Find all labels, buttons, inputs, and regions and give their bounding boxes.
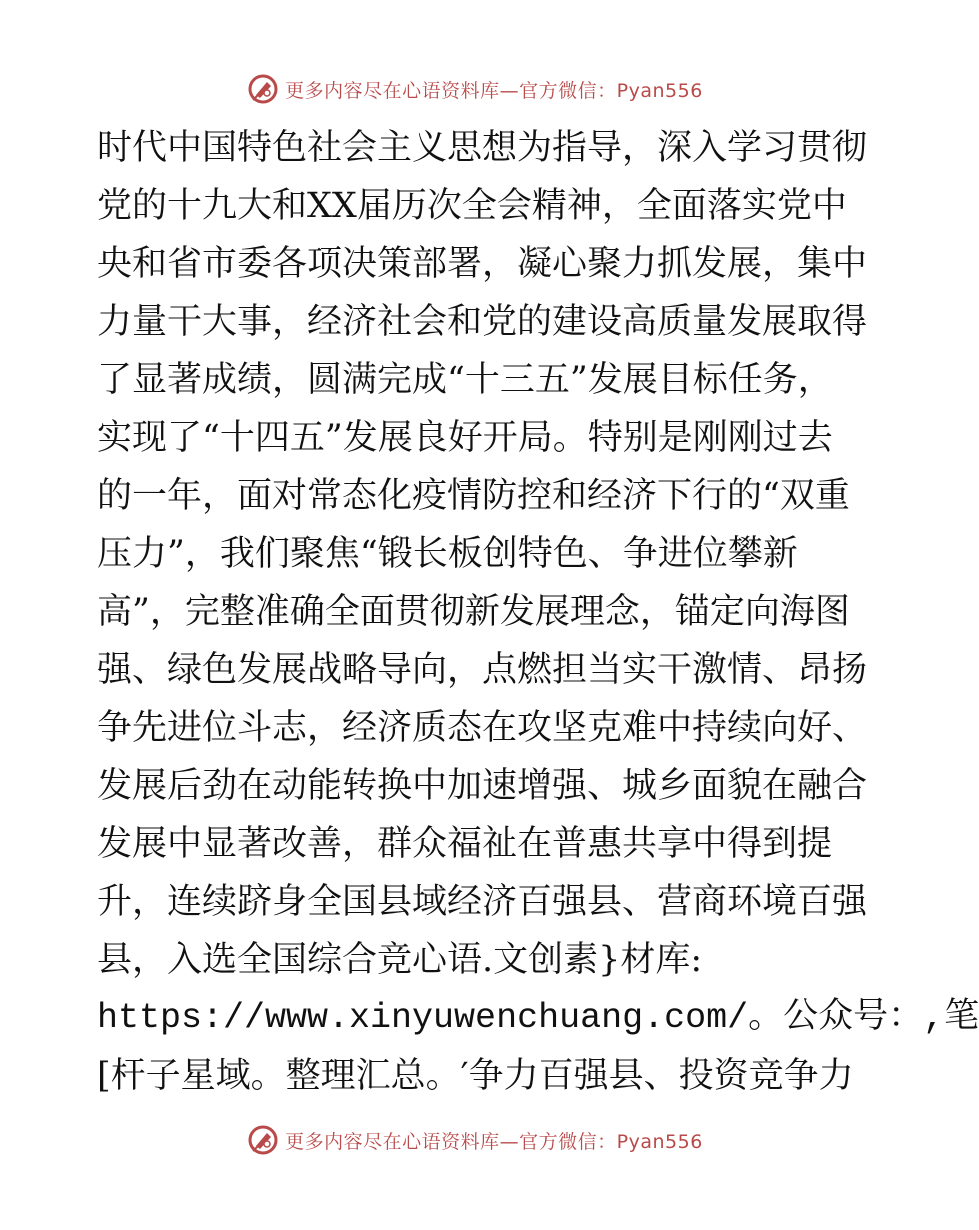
text-line: 争先进位斗志，经济质态在攻坚克难中持续向好、 xyxy=(97,708,868,748)
ribbon-pen-logo-icon xyxy=(247,1124,279,1156)
text-line: 压力”，我们聚焦“锻长板创特色、争进位攀新 xyxy=(97,534,798,574)
watermark-text: 更多内容尽在心语资料库—官方微信：Pyan556 xyxy=(285,1130,703,1153)
text-line: 县，入选全国综合竞心语.文创素}材库: xyxy=(97,940,703,980)
document-body xyxy=(97,119,979,1105)
text-line: 的一年，面对常态化疫情防控和经济下行的“双重 xyxy=(97,476,850,516)
text-line: 力量干大事，经济社会和党的建设高质量发展取得 xyxy=(97,302,868,342)
text-line: 发展中显著改善，群众福祉在普惠共享中得到提 xyxy=(97,824,833,864)
text-line: 党的十九大和XX届历次全会精神，全面落实党中 xyxy=(97,186,847,226)
text-line: 央和省市委各项决策部署，凝心聚力抓发展，集中 xyxy=(97,244,868,284)
ribbon-pen-logo-icon xyxy=(247,73,279,105)
text-line: [杆子星域。整理汇总。′争力百强县、投资竞争力 xyxy=(97,1056,854,1096)
text-line: 升，连续跻身全国县域经济百强县、营商环境百强 xyxy=(97,882,868,922)
text-line-url: https://www.xinyuwenchuang.com/。公众号：,笔 xyxy=(97,998,979,1038)
text-line: 实现了“十四五”发展良好开局。特别是刚刚过去 xyxy=(97,418,833,458)
footer-watermark xyxy=(0,1122,950,1158)
header-watermark xyxy=(0,71,950,107)
text-line: 发展后劲在动能转换中加速增强、城乡面貌在融合 xyxy=(97,766,868,806)
text-line: 了显著成绩，圆满完成“十三五”发展目标任务， xyxy=(97,360,833,400)
text-line: 高”，完整准确全面贯彻新发展理念，锚定向海图 xyxy=(97,592,850,632)
text-line: 时代中国特色社会主义思想为指导，深入学习贯彻 xyxy=(97,128,868,168)
text-line: 强、绿色发展战略导向，点燃担当实干激情、昂扬 xyxy=(97,650,868,690)
watermark-text: 更多内容尽在心语资料库—官方微信：Pyan556 xyxy=(285,79,703,102)
